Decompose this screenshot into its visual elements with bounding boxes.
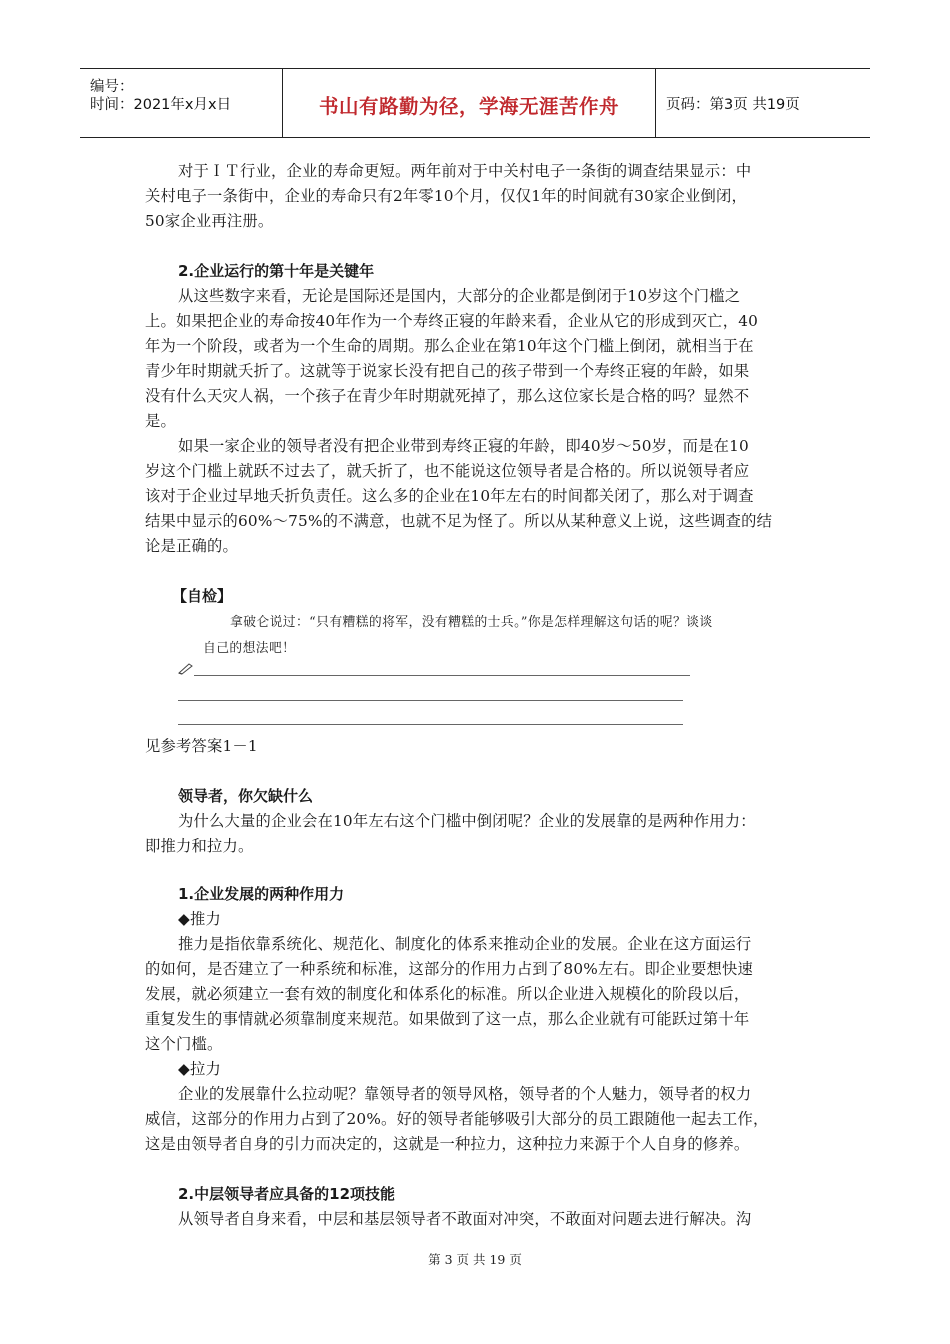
bullet-item: ◆推力 [178,910,221,928]
answer-line[interactable] [178,700,683,701]
section-heading: 2.企业运行的第十年是关键年 [178,262,375,280]
paragraph-line: 这个门槛。 [145,1035,223,1053]
section-heading: 2.中层领导者应具备的12项技能 [178,1185,396,1203]
pen-icon [178,661,194,675]
bullet-item: ◆拉力 [178,1060,221,1078]
header-meta-cell [80,69,283,137]
section-heading: 1.企业发展的两种作用力 [178,885,345,903]
paragraph-line: 青少年时期就夭折了。这就等于说家长没有把自己的孩子带到一个寿终正寝的年龄，如果 [145,362,750,380]
page-info: 页码：第3页 共19页 [666,97,800,113]
header-page-cell [656,69,870,137]
paragraph-line: 该对于企业过早地夭折负责任。这么多的企业在10年左右的时间都关闭了，那么对于调查 [145,487,754,505]
answer-line[interactable] [178,724,683,725]
paragraph-line: 即推力和拉力。 [145,837,254,855]
paragraph-line: 是。 [145,412,176,430]
paragraph-line: 岁这个门槛上就跃不过去了，就夭折了，也不能说这位领导者是合格的。所以说领导者应 [145,462,750,480]
paragraph-line: 没有什么天灾人祸，一个孩子在青少年时期就死掉了，那么这位家长是合格的吗？显然不 [145,387,750,405]
selfcheck-question: 自己的想法吧！ [203,641,296,656]
motto: 书山有路勤为径，学海无涯苦作舟 [318,95,619,118]
paragraph-line: 对于ＩＴ行业，企业的寿命更短。两年前对于中关村电子一条街的调查结果显示：中 [178,162,752,180]
answer-reference: 见参考答案1－1 [145,737,258,755]
paragraph-line: 的如何，是否建立了一种系统和标准，这部分的作用力占到了80%左右。即企业要想快速 [145,960,753,978]
selfcheck-title: 【自检】 [172,587,233,605]
page-footer: 第 3 页 共 19 页 [428,1252,522,1267]
paragraph-line: 关村电子一条街中，企业的寿命只有2年零10个月，仅仅1年的时间就有30家企业倒闭， [145,187,747,205]
paragraph-line: 这是由领导者自身的引力而决定的，这就是一种拉力，这种拉力来源于个人自身的修养。 [145,1135,750,1153]
paragraph-line: 上。如果把企业的寿命按40年作为一个寿终正寝的年龄来看，企业从它的形成到灭亡，40 [145,312,759,330]
paragraph-line: 论是正确的。 [145,537,238,555]
paragraph-line: 推力是指依靠系统化、规范化、制度化的体系来推动企业的发展。企业在这方面运行 [178,935,752,953]
paragraph-line: 年为一个阶段，或者为一个生命的周期。那么企业在第10年这个门槛上倒闭，就相当于在 [145,337,754,355]
paragraph-line: 为什么大量的企业会在10年左右这个门槛中倒闭呢？企业的发展靠的是两种作用力： [178,812,756,830]
header-motto-cell [283,69,656,137]
section-heading: 领导者，你欠缺什么 [178,787,314,805]
selfcheck-question: 拿破仑说过：“只有糟糕的将军，没有糟糕的士兵。”你是怎样理解这句话的呢？谈谈 [230,615,713,630]
paragraph-line: 威信，这部分的作用力占到了20%。好的领导者能够吸引大部分的员工跟随他一起去工作， [145,1110,769,1128]
paragraph-line: 结果中显示的60%～75%的不满意，也就不足为怪了。所以从某种意义上说，这些调查的结 [145,512,773,530]
paragraph-line: 企业的发展靠什么拉动呢？靠领导者的领导风格，领导者的个人魅力，领导者的权力 [178,1085,752,1103]
paragraph-line: 如果一家企业的领导者没有把企业带到寿终正寝的年龄，即40岁～50岁，而是在10 [178,437,749,455]
paragraph-line: 50家企业再注册。 [145,212,274,230]
answer-line[interactable] [194,675,690,676]
date-label: 时间：2021年x月x日 [90,97,232,113]
paragraph-line: 重复发生的事情就必须靠制度来规范。如果做到了这一点，那么企业就有可能跃过第十年 [145,1010,750,1028]
document-header [80,68,870,138]
paragraph-line: 从这些数字来看，无论是国际还是国内，大部分的企业都是倒闭于10岁这个门槛之 [178,287,741,305]
paragraph-line: 从领导者自身来看，中层和基层领导者不敢面对冲突，不敢面对问题去进行解决。沟 [178,1210,752,1228]
code-label: 编号： [90,79,134,95]
paragraph-line: 发展，就必须建立一套有效的制度化和体系化的标准。所以企业进入规模化的阶段以后， [145,985,750,1003]
